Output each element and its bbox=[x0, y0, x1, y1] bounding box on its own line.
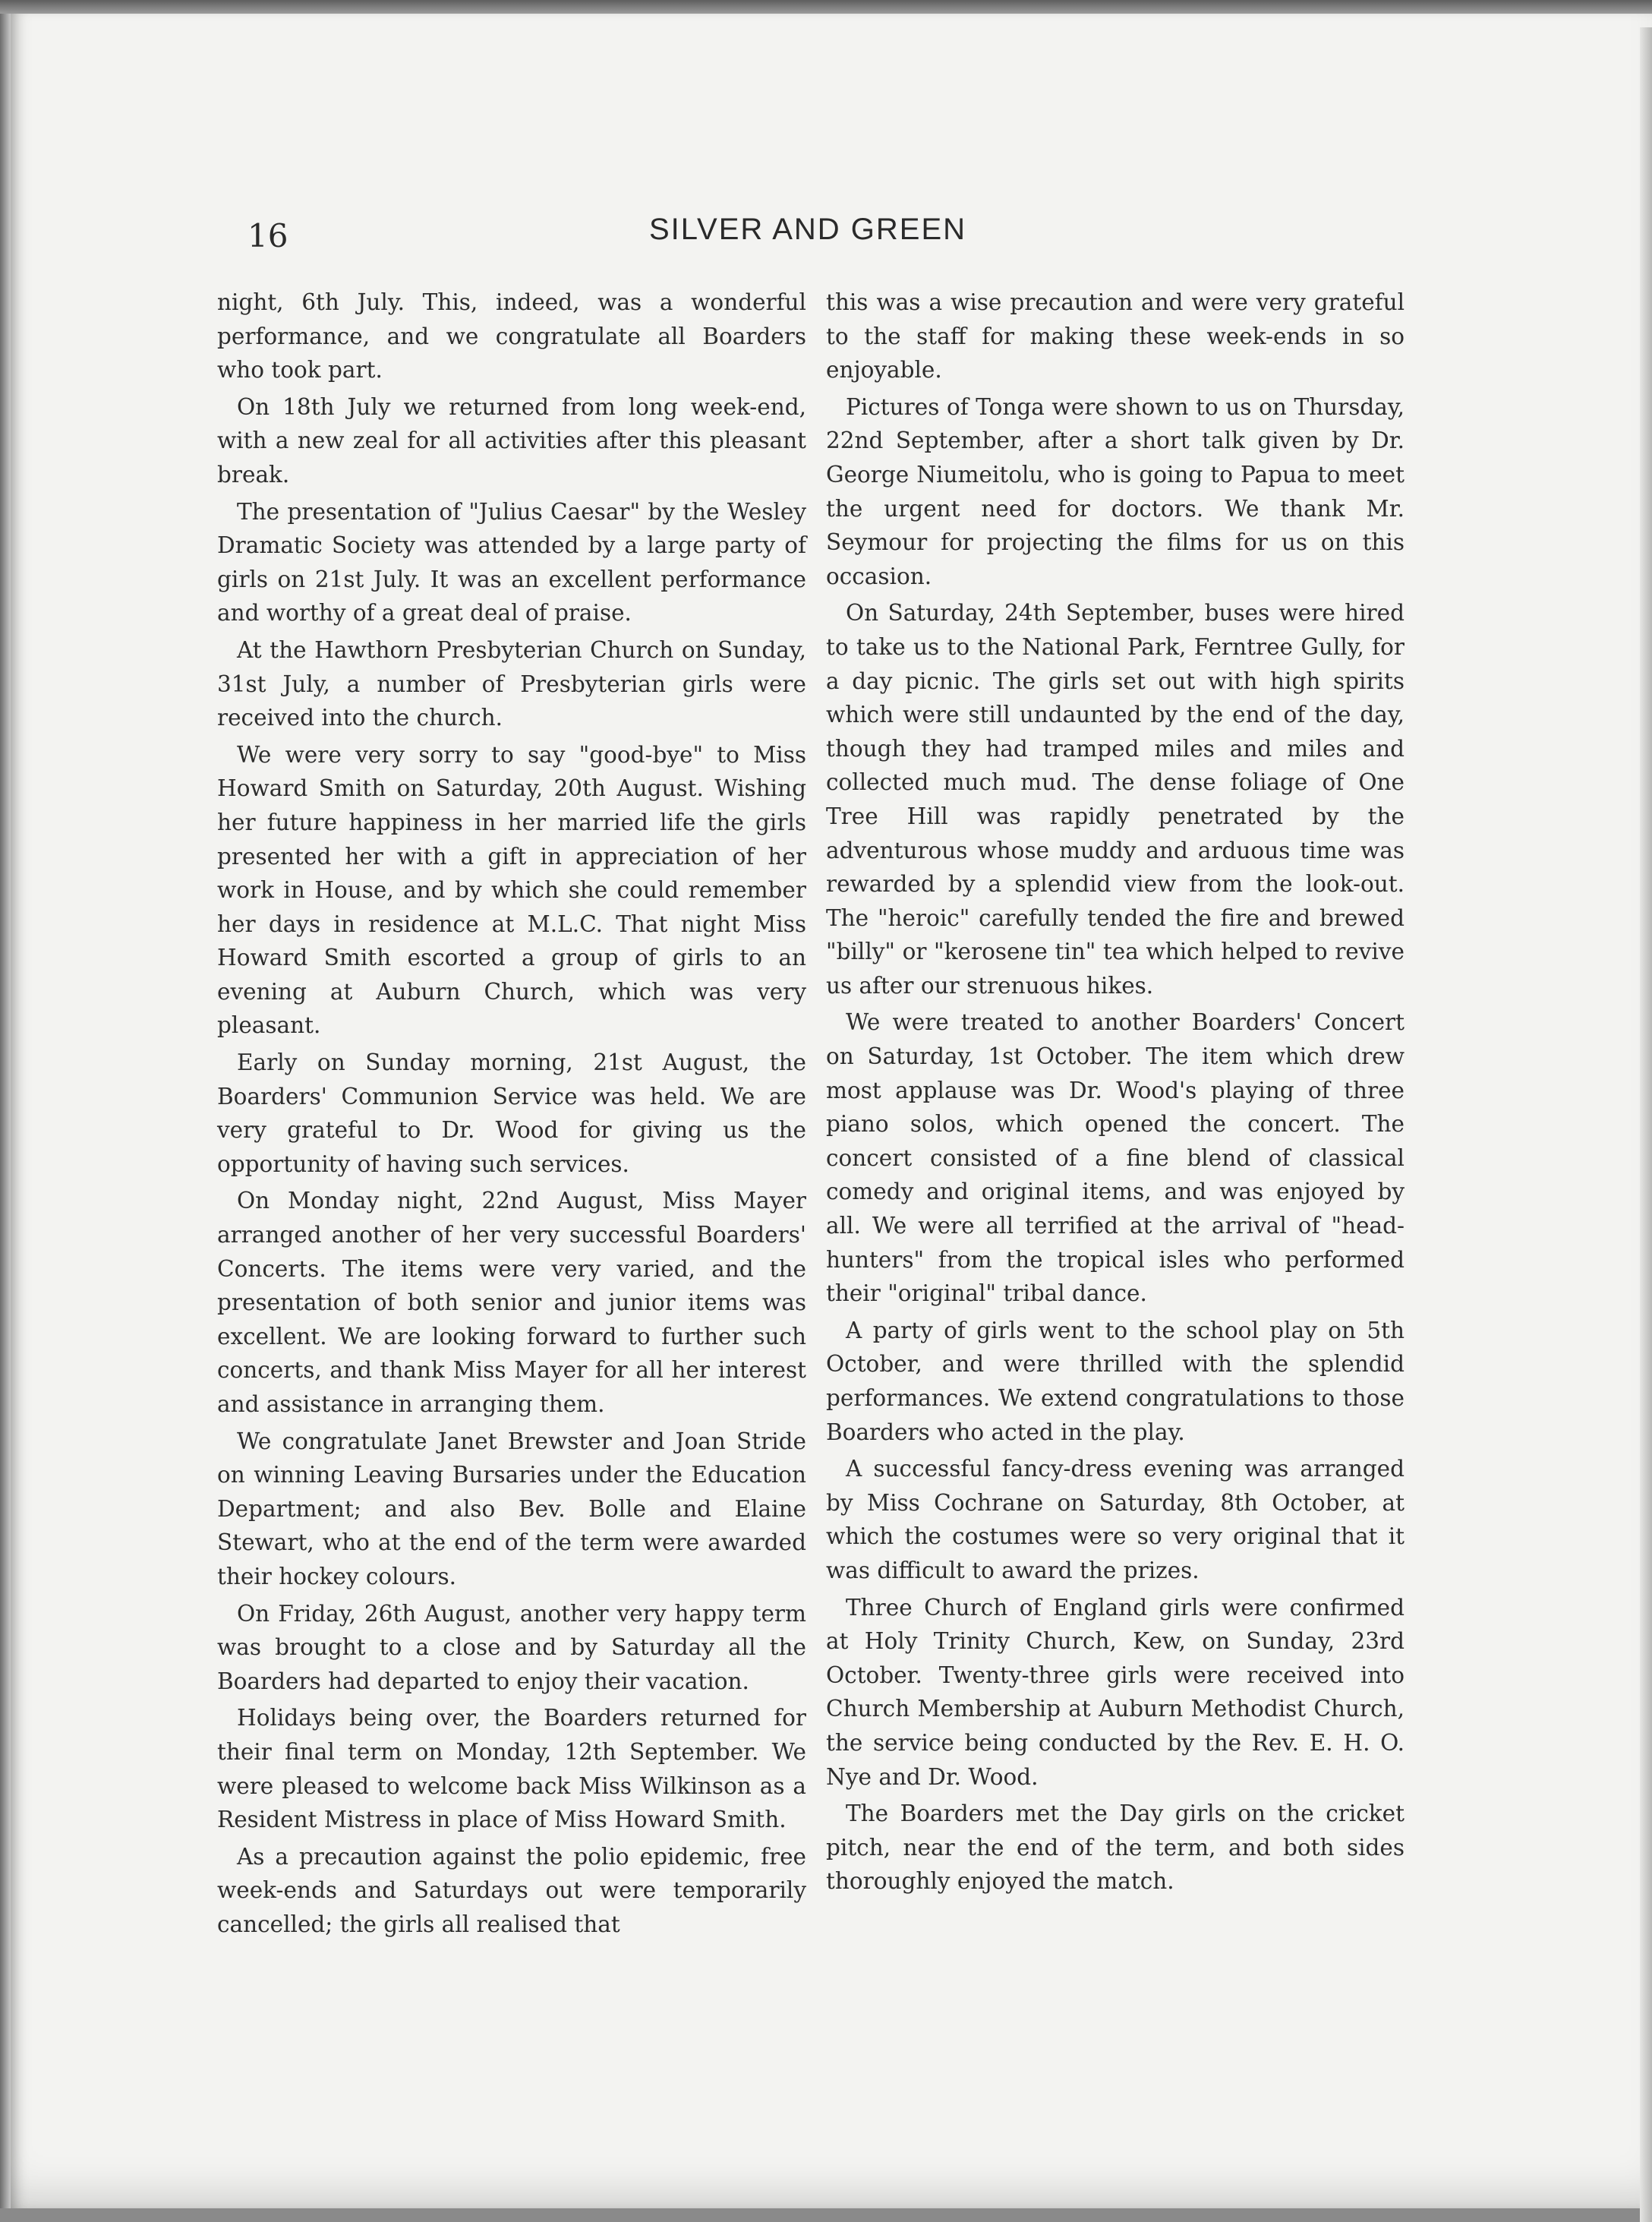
left-column bbox=[217, 286, 806, 1945]
paragraph: this was a wise precaution and were very grateful to the staff for making these week-ends in so enjoyable. bbox=[826, 289, 1405, 383]
page bbox=[11, 14, 1652, 2208]
paragraph: As a precaution against the polio epidemic, free week-ends and Saturdays out were temporarily cancelled; the girls all realised that bbox=[217, 1843, 806, 1937]
paragraph: We were very sorry to say "good-bye" to Miss Howard Smith on Saturday, 20th August. Wishing her future happiness in her married life the girls presented her with a gift in appreciation of her work in House, and by which she could remember her days in residence at M.L.C. That night Miss Howard Smith escorted a group of girls to an evening at Auburn Church, which was very pleasant. bbox=[217, 741, 806, 1039]
paragraph: Holidays being over, the Boarders returned for their final term on Monday, 12th September. We were pleased to welcome back Miss Wilkinson as a Resident Mistress in place of Miss Howard Smith. bbox=[217, 1705, 806, 1833]
running-title: SILVER AND GREEN bbox=[648, 213, 967, 246]
paragraph: A successful fancy-dress evening was arranged by Miss Cochrane on Saturday, 8th October, at which the costumes were so very original that it was difficult to award the prizes. bbox=[826, 1456, 1405, 1583]
paragraph: On Monday night, 22nd August, Miss Mayer arranged another of her very successful Boarders' Concerts. The items were very varied, and the presentation of both senior and junior items was excellent. We are looking forward to further such concerts, and thank Miss Mayer for all her interest and assistance in arranging them. bbox=[217, 1188, 806, 1417]
paragraph: A party of girls went to the school play on 5th October, and were thrilled with the splendid performances. We extend congratulations to those Boarders who acted in the play. bbox=[826, 1317, 1405, 1445]
paragraph: On Friday, 26th August, another very happy term was brought to a close and by Saturday all the Boarders had departed to enjoy their vacation. bbox=[217, 1600, 806, 1694]
right-column bbox=[826, 286, 1405, 1902]
paragraph: Three Church of England girls were confirmed at Holy Trinity Church, Kew, on Sunday, 23rd October. Twenty-three girls were received into Church Membership at Auburn Methodist Church, the service being conducted by the Rev. E. H. O. Nye and Dr. Wood. bbox=[826, 1594, 1405, 1790]
paragraph: On 18th July we returned from long week-end, with a new zeal for all activities after this pleasant break. bbox=[217, 393, 806, 488]
paragraph: On Saturday, 24th September, buses were hired to take us to the National Park, Ferntree Gully, for a day picnic. The girls set out with high spirits which were still undaunted by the end of the day, though they had tramped miles and miles and collected much mud. The dense foliage of One Tree Hill was rapidly penetrated by the adventurous whose muddy and arduous time was rewarded by a splendid view from the look-out. The "heroic" carefully tended the fire and brewed "billy" or "kerosene tin" tea which helped to revive us after our strenuous hikes. bbox=[826, 600, 1405, 999]
paragraph: The presentation of "Julius Caesar" by the Wesley Dramatic Society was attended by a large party of girls on 21st July. It was an excellent performance and worthy of a great deal of praise. bbox=[217, 498, 806, 627]
paragraph: night, 6th July. This, indeed, was a wonderful performance, and we congratulate all Boarders who took part. bbox=[217, 289, 806, 383]
page-number: 16 bbox=[247, 217, 288, 254]
paragraph: Pictures of Tonga were shown to us on Thursday, 22nd September, after a short talk given by Dr. George Niumeitolu, who is going to Papua to meet the urgent need for doctors. We thank Mr. Seymour for projecting the films for us on this occasion. bbox=[826, 393, 1405, 589]
page-left-edge bbox=[0, 14, 11, 2208]
paragraph: At the Hawthorn Presbyterian Church on Sunday, 31st July, a number of Presbyterian girls were received into the church. bbox=[217, 636, 806, 731]
page-right-edge bbox=[1640, 27, 1652, 2222]
paragraph: We were treated to another Boarders' Concert on Saturday, 1st October. The item which drew most applause was Dr. Wood's playing of three piano solos, which opened the concert. The concert consisted of a fine blend of classical comedy and original items, and was enjoyed by all. We were all terrified at the arrival of "head-hunters" from the tropical isles who performed their "original" tribal dance. bbox=[826, 1009, 1405, 1307]
paragraph: Early on Sunday morning, 21st August, the Boarders' Communion Service was held. We are very grateful to Dr. Wood for giving us the opportunity of having such services. bbox=[217, 1049, 806, 1177]
paragraph: The Boarders met the Day girls on the cricket pitch, near the end of the term, and both sides thoroughly enjoyed the match. bbox=[826, 1801, 1405, 1895]
paragraph: We congratulate Janet Brewster and Joan Stride on winning Leaving Bursaries under the Education Department; and also Bev. Bolle and Elaine Stewart, who at the end of the term were awarded their hockey colours. bbox=[217, 1428, 806, 1589]
